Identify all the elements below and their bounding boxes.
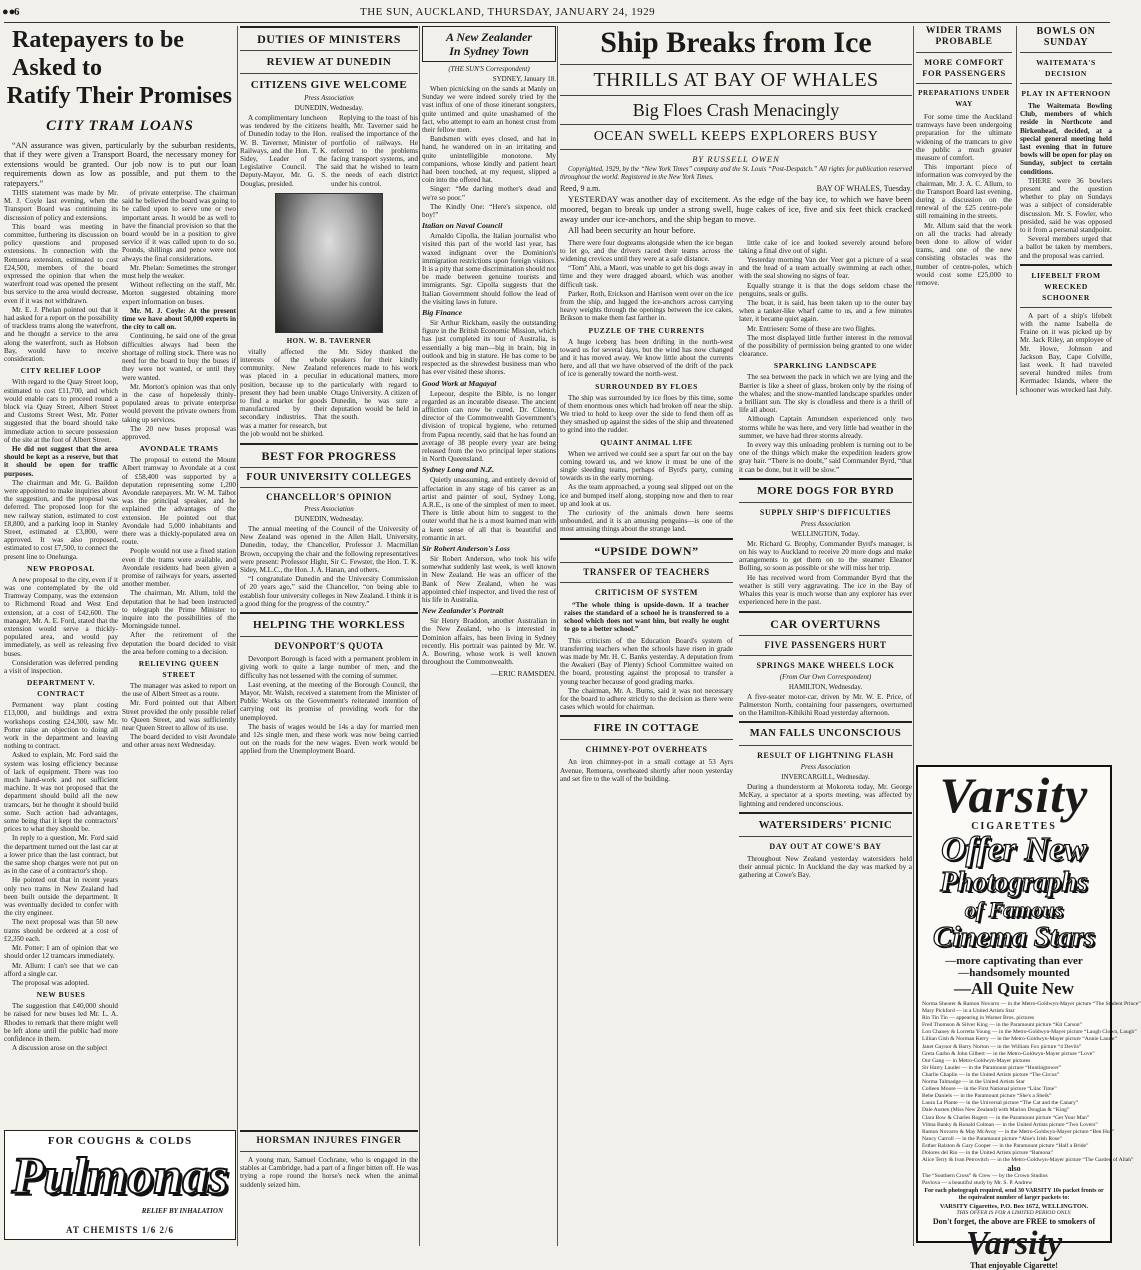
column-rule (419, 26, 420, 1246)
paragraph: Continuing, he said one of the great difficulties always had been the shortage of rolling stock. There was no need for the board to buy the buses if they were not wanted, or until they were wanted. (122, 332, 236, 382)
paragraph: Consideration was deferred pending a visit of inspection. (4, 658, 118, 675)
headline-main: Ship Breaks from Ice (600, 26, 872, 59)
masthead-bar (0, 6, 1114, 22)
rule (1020, 264, 1112, 266)
paragraph: Last evening, at the meeting of the Borough Council, the Mayor, Mr. Walsh, received a statement from the Minister of Public Works on the Government's reiterated intention of carrying out its promise of providing work for the unemployed. (240, 680, 418, 722)
masthead-line: THE SUN, AUCKLAND, THURSDAY, JANUARY 24, 1929 (360, 6, 656, 18)
star-list-item: Lillian Gish & Norman Kerry — in the Metro-Goldwyn-Mayer picture “Annie Laurie” (922, 1036, 1117, 1043)
varsity-cinema-stars: Cinema Stars (933, 921, 1095, 953)
paragraph: For some time the Auckland tramways have been undergoing preparation for the ultimate widening of the tramcars to give the public a much greater measure of comfort. (916, 113, 1012, 163)
lead-paragraph-2: All had been security an hour before. (568, 224, 696, 235)
paragraph: After the retirement of the deputation the board decided to visit the area before coming to a decision. (122, 631, 236, 656)
paragraph: Arnaldo Cipolla, the Italian journalist who visited this part of the world last year, has waxed indignant over the Dominion's immigration restrictions upon foreign visitors. It is a pity that some discrimination should not be made between genuine tourists and immigrants. Sgr. Cipolla suggests that the Italian Government should follow the lead of the visiting laws in future. (422, 232, 556, 306)
rule (560, 149, 912, 150)
paragraph: The board decided to visit Avondale and other areas next Wednesday. (122, 733, 236, 750)
section-subhead: Big Finance (422, 308, 463, 318)
column-new-zealander (422, 26, 556, 1246)
paragraph: The proposal to extend the Mount Albert tramway to Avondale at a cost of £58,400 was supported by a deputation representing some 1,200 Avondale ratepayers. Mr. W. M. Talbot was the principal speaker, and he explained the advantages of the extension. He pointed out that Avondale had 5,000 inhabitants and there was a thickly-populated area on route. (122, 456, 236, 547)
rule (560, 124, 912, 125)
press-association: Press Association (304, 505, 354, 514)
star-list-item: Norma Shearer & Ramon Novarro — in the Metro-Goldwyn-Mayer picture “The Student Prince” (922, 1001, 1141, 1007)
paragraph: Equally strange it is that the dogs seldom chase the penguins, seals or gulls. (739, 281, 912, 298)
star-list-item: Mary Pickford — in a United Artists Star (922, 1008, 1015, 1015)
paragraph: A five-seater motor-car, driven by Mr. W. E. Price, of Palmerston North, containing four passengers, overturned on the Hamilton-Kihikihi Road yesterday afternoon. (739, 692, 912, 717)
car-subhead-2: SPRINGS MAKE WHEELS LOCK (756, 660, 895, 670)
rule (739, 635, 912, 636)
paragraph: The 20 new buses proposal was approved. (122, 424, 236, 441)
masthead-dots: ●● (2, 6, 16, 18)
paragraph: During a thunderstorm at Mokoreta today, Mr. George McKay, a spectator at a sports meeting, was affected by lightning and rendered unconscious. (739, 783, 912, 808)
paragraph: THIS statement was made by Mr. M. J. Coyle last evening, when the Transport Board was continuing its discussion of policy and extensions. (4, 189, 118, 222)
paragraph: The chairman, Mr. Allum, told the deputation that he had been instructed to telegraph the Prime Minister to inquire into the possibilities of the Morningside tunnel. (122, 589, 236, 631)
star-list-item: Norma Talmadge — in the United Artists Star (922, 1079, 1025, 1086)
paragraph: The manager was asked to report on the use of Albert Street as a route. (122, 682, 236, 699)
paragraph: The proposal was adopted. (12, 978, 90, 987)
rule (240, 1130, 418, 1132)
varsity-photographs: Photographs (940, 867, 1088, 898)
photo-caption: HON. W. B. TAVERNER (286, 336, 372, 345)
rule (560, 95, 912, 96)
varsity-tag1: —more captivating than ever (945, 955, 1083, 967)
paragraph: He pointed out that in recent years only two trams in New Zealand had been built outside the department. It was eventually decided to confer with the city engineer. (4, 876, 118, 918)
dateline-place: BAY OF WHALES, Tuesday. (816, 184, 912, 194)
star-list-item: Dale Austen (Miss New Zealand) with Marion Douglas & “King” (922, 1107, 1070, 1114)
section-subhead: Sir Robert Anderson's Loss (422, 543, 510, 553)
dateline: SYDNEY, January 18. (492, 75, 556, 83)
signature: —ERIC RAMSDEN. (490, 669, 556, 679)
pulmonas-price: AT CHEMISTS 1/6 2/6 (66, 1225, 174, 1235)
lifebelt-title: LIFEBELT FROM WRECKED SCHOONER (1031, 270, 1101, 302)
rule (739, 836, 912, 837)
byline: BY RUSSELL OWEN (692, 154, 780, 164)
car-subhead: FIVE PASSENGERS HURT (764, 639, 887, 650)
extra-item: The “Southern Cross” & Crew — by the Crown Studios (922, 1173, 1048, 1180)
duties-subhead-2: CITIZENS GIVE WELCOME (250, 79, 408, 91)
varsity-also: also (1007, 1164, 1021, 1174)
paragraph: In reply to a question, Mr. Ford said the department turned out the last car at a lower price than the last contract, but the same shop charges were not put on as in the case of a contractor's shop. (4, 834, 118, 876)
varsity-ad (916, 765, 1141, 1270)
zealander-title-line1: A New Zealander (446, 30, 532, 44)
duties-title: DUTIES OF MINISTERS (257, 32, 401, 46)
paragraph: A discussion arose on the subject (12, 1044, 108, 1053)
subcolumn-left (560, 239, 733, 881)
rule (240, 636, 418, 637)
horsman-title: HORSMAN INJURES FINGER (256, 1136, 402, 1146)
paragraph: When we arrived we could see a spurt far out on the bay coming toward us, and we know it must be one of the single sleeding teams, perhaps of Byrd's party, coming towards us in the early morning. (560, 449, 733, 483)
paragraph: With regard to the Quay Street loop, estimated to cost £11,700, and which would enable cars to proceed round a block via Quay Street, Albert Street and Customs Street West, Mr. Potter suggested that the board should take immediate action to secure possession of the site at the foot of Albert Street. (4, 378, 118, 444)
bowls-article (1016, 26, 1112, 395)
section-subhead: Sydney Long and N.Z. (422, 465, 495, 475)
rule (739, 502, 912, 503)
paragraph: The chairman, Mr. A. Burns, said it was not necessary for the board to adhere strictly to the decision as there were cases which would for chairman. (560, 686, 733, 712)
paragraph: “I congratulate Dunedin and the University Commission of 20 years ago,” said the Chancellor, “on being able to establish four university colleges in New Zealand. I think it is a good thing for the progress of the country.” (240, 575, 418, 608)
bowls-subhead-2: PLAY IN AFTERNOON (1021, 89, 1111, 98)
paragraph: As the team approached, a young seal slipped out on the ice and bumped itself along, stopping now and then to rear up and look at us. (560, 483, 733, 508)
correspondent-credit: (From Our Own Correspondent) (779, 672, 872, 681)
paragraph: Mr. Ford pointed out that Albert Street provided the only possible relief to Queen Street, and was sufficiently near Queen Street to allow of its use. (122, 699, 236, 733)
star-list-item: Lon Chaney & Lorretta Young — in the Metro-Goldwyn-Mayer picture “Laugh Clown, Laugh” (922, 1029, 1137, 1036)
paragraph: Yesterday morning Van der Veer got a picture of a seal and the head of a team actually swimming at each other, with the seal showing no signs of fear. (739, 256, 912, 281)
paragraph: Lepeour, despite the Bible, is no longer regarded as an incurable disease. The ancient affliction can now be cured. Dr. Cilento, director of the Commonwealth Government's division of tropical hygiene, who returned from Papua recently, said that he has found an average of 38 people every year are being released from the two principal leper stations in North Queensland. (422, 389, 556, 464)
varsity-limited: THIS OFFER IS FOR A LIMITED PERIOD ONLY. (956, 1210, 1072, 1217)
star-list-item: Janet Gaynor & Barry Norton — in the William Fox picture “4 Devils” (922, 1043, 1082, 1050)
headline-3: Big Floes Crash Menacingly (632, 100, 840, 120)
helping-subhead: DEVONPORT'S QUOTA (274, 641, 384, 652)
article-title-line2: Ratify Their Promises (6, 83, 232, 109)
section-subhead: Italian on Naval Council (422, 221, 503, 231)
section-subhead: CITY RELIEF LOOP (20, 366, 102, 376)
star-list-item: Fred Thomson & Silver King — in the Paramount picture “Kit Carson” (922, 1022, 1083, 1029)
paragraph: Parker, Roth, Erickson and Harrison went over on the ice from the ship, and lugged the ice-anchors across carrying heavy weights through the openings between the ice cakes, Brikson to make them fast farther in. (560, 289, 733, 323)
lead-paragraph: YESTERDAY was another day of excitement. As the edge of the bay ice, to which we have been moored, began to break up under a strong swell, huge cakes of ice, five and six feet thick cracked away under our ice-anchors, and the ship began to move. (560, 194, 912, 224)
star-list (918, 1001, 1141, 1164)
rule (1020, 83, 1112, 84)
emphasis-paragraph: Mr. M. J. Coyle: At the present time we have about 50,000 experts in the city to call on. (122, 306, 236, 332)
rule (560, 582, 733, 583)
rule (240, 73, 418, 74)
rule (560, 64, 912, 65)
pulmonas-tagline: RELIEF BY INHALATION (141, 1207, 223, 1215)
correspondent-credit: (THE SUN'S Correspondent) (448, 65, 530, 73)
paragraph: The Kindly One: “Here's sixpence, old boy!” (422, 202, 556, 220)
paragraph: “Tom” Ahi, a Maori, was unable to get his dogs away in time and they were dragged aboard, which was another difficult task. (560, 264, 733, 289)
paragraph: A part of a ship's lifebelt with the name Isabella de Fraine on it was picked up by Mr. Jack Riley, an employee of Mr. Howe, Johnson and Jackson Bay, Cape Colville, last week. It had traveled several hundred miles from Kermadec Islands, where the schooner was wrecked last July. (1020, 311, 1112, 394)
varsity-tag3: —All Quite New (954, 979, 1074, 998)
paragraph: Although Captain Amundsen experienced only two storms while he was here, and very little bad weather in the summer, we have had three storms already. (739, 415, 912, 440)
dateline: WELLINGTON, Today. (791, 529, 860, 538)
extra-list (918, 1173, 1110, 1187)
section-subhead: QUAINT ANIMAL LIFE (600, 437, 693, 447)
paragraph: Without reflecting on the staff, Mr. Morton suggested obtaining more expert information on buses. (122, 281, 236, 306)
star-list-item: Bebe Daniels — in the Paramount picture “She's a Sheik” (922, 1093, 1052, 1100)
paragraph: Mr. Morton's opinion was that only in the case of hopelessly thinly-populated areas to private enterprise would prevent the private owners from taking up services. (122, 382, 236, 424)
varsity-offer-text: For each photograph required, send 30 VARSITY 10s packet fronts or the equivalent number of larger packets to: (924, 1188, 1104, 1202)
star-list-item: Charlie Chaplin — in the United Artists picture “The Circus” (922, 1071, 1060, 1078)
helping-title: HELPING THE WORKLESS (252, 619, 406, 632)
star-list-item: Esther Ralston & Gary Cooper — in the Paramount picture “Half a Bride” (922, 1142, 1089, 1149)
section-subhead: NEW PROPOSAL (27, 563, 95, 573)
paragraph: The suggestion that £40,000 should be raised for new buses led Mr. L. A. Rhodes to remark that there might well be left alone until the public had more confidence in them. (4, 1002, 118, 1043)
rule (916, 52, 1012, 53)
paragraph: The ship was surrounded by ice floes by this time, some of them enormous ones which had broken off near the ship. We tried to hold to keep over the side to fend them off as they smashed up against the sides of the ship and threatened to grind into the rudder. (560, 393, 733, 435)
subcolumn-right (739, 239, 912, 881)
progress-subhead-2: CHANCELLOR'S OPINION (266, 492, 392, 503)
paragraph: Mr. Sidey thanked the speakers for their kindly references made to his work in educational matters, more particularly with regard to Otago University. A citizen of Dunedin, he was sure a deputation would be held in the south. (331, 347, 418, 422)
star-list-item: Greta Garbo & John Gilbert — in the Metro-Goldwyn-Mayer picture “Love” (922, 1050, 1095, 1057)
rule (560, 562, 733, 563)
trams-title: WIDER TRAMS PROBABLE (925, 26, 1003, 47)
headline-2: THRILLS AT BAY OF WHALES (593, 69, 879, 91)
zealander-title-line2: In Sydney Town (449, 44, 529, 58)
paragraph: little cake of ice and looked severely around before taking a final dive out of sight. (739, 238, 912, 255)
paragraph: A young man, Samuel Cochrane, who is engaged in the stables at Cambridge, had a part of a finger bitten off. He was trying a rope round the horse's neck when the animal suddenly seized him. (240, 1156, 418, 1189)
bowls-subhead: WAITEMATA'S DECISION (1036, 58, 1096, 78)
section-subhead: AVONDALE TRAMS (139, 444, 219, 454)
paragraph: The next proposal was that 50 new trams should be ordered at a cost of £2,350 each. (4, 918, 118, 943)
rule (240, 1151, 418, 1152)
rule (240, 467, 418, 468)
paragraph: Mr. Richard G. Brophy, Commander Byrd's manager, is on his way to Auckland to receive 20 more dogs and make arrangements to get them on to the steamer Eleanor Bolling, so soon as possible or she will miss her trip. (739, 539, 912, 573)
subcolumn-left (4, 189, 118, 1053)
dogs-title: MORE DOGS FOR BYRD (756, 484, 895, 497)
section-subhead: Good Work at Magayal (422, 378, 497, 388)
paragraph: The boat, it is said, has been taken up to the outer bay when a tanker-like wharf came to us, and a few minutes later, it became quiet again. (739, 299, 912, 324)
horsman-article (240, 1130, 418, 1242)
paragraph: Mr. E. J. Phelan pointed out that it had asked for a report on the possibility of trackless trams along the waterfront, and he thought a service to the area along the waterfront, such as Hobson Bay, would have to receive consideration. (4, 305, 118, 364)
subcolumn-right (122, 189, 236, 1053)
rule (240, 443, 418, 445)
rule (240, 50, 418, 51)
paragraph: In every way this unloading problem is turning out to be one of the things which make the expedition leaders grow gray hair. “There is no doubt,” said Commander Byrd, “that it can be done, but it will be slow.” (739, 441, 912, 474)
paragraph: Mr. Potter: I am of opinion that we should order 12 tramcars immediately. (4, 944, 118, 961)
upside-subhead-2: CRITICISM OF SYSTEM (594, 587, 699, 597)
paragraph: Mr. Entriesen: Some of these are two flights. (747, 324, 876, 333)
progress-title: BEST FOR PROGRESS (261, 449, 397, 464)
rule (560, 538, 733, 540)
paragraph: The basis of wages would be 14s a day for married men and 12s single men, and these work was now being carried out on the roads for the new wages. Even work would be applied from the Unemployment Board. (240, 722, 418, 756)
section-subhead: DEPARTMENT V. CONTRACT (26, 678, 96, 699)
varsity-cigarettes: CIGARETTES (971, 821, 1057, 832)
paragraph: This board was meeting in committee, furthering its discussion on policy questions and proposed extensions. In connection with the Remuera extension, estimated to cost £24,500, members of the board expressed the opinion that when the waterfront road was opened the present bus service to the area would decrease, even if it was not withdrawn. (4, 222, 118, 305)
paragraph: The most displayed little further interest in the removal of the possibility of permission being granted to one wider clearance. (739, 333, 912, 359)
paragraph: Sir Robert Anderson, who took his wife somewhat suddenly last week, is well known in New Zealand. He was an officer of the Bank of New Zealand, when he was appointed chief inspector, and lived the rest of his life in Australia. (422, 554, 556, 604)
star-list-item: Sir Harry Lauder — in the Paramount picture “Huntingtower” (922, 1064, 1062, 1071)
paragraph: THERE were 36 bowlers present and the question whether to play on Sundays was a subject of considerable discussion. Mr. S. Fowler, who presided, said he was opposed to it from a personal standpoint. (1020, 176, 1112, 235)
paragraph: Quietly unassuming, and entirely devoid of affectation in any stage of his career as an artist and painter of soul, Sydney Long, A.R.E., is one of the simplest of men to meet. There is little about him to suggest to the outer world that he is a most learned man with a keen sense of all that is beautiful and romantic in art. (422, 476, 556, 542)
paragraph: There were four dogteams alongside when the ice began to let go, and the drivers raced their teams across the widening crevices until they were at a safe distance. (560, 238, 733, 263)
rule (739, 812, 912, 814)
star-list-item: Laura La Plante — in the Universal picture “The Cat and the Canary” (922, 1100, 1079, 1107)
star-list-item: Rin Tin Tin — appearing in Warner Bros. pictures (922, 1015, 1035, 1022)
rule (739, 745, 912, 746)
varsity-of-famous: of Famous (964, 897, 1064, 922)
duties-subhead: REVIEW AT DUNEDIN (266, 56, 392, 68)
paragraph: Devonport Borough is faced with a permanent problem in giving work to quite a large number of men, and the difficulty has not lessened with the coming of summer. (240, 655, 418, 680)
star-list-item: Colleen Moore — in the First National picture “Lilac Time” (922, 1086, 1057, 1093)
column-ministers (240, 26, 418, 1246)
star-list-item: Vilma Banky & Ronald Colman — in the United Artists picture “Two Lovers” (922, 1121, 1098, 1128)
column-ratepayers (4, 26, 236, 1246)
varsity-brand-bottom: Varsity (965, 1225, 1063, 1263)
press-association: Press Association (800, 763, 851, 772)
paragraph: Sir Henry Braddon, another Australian in the New Zealand, who is interested in Dominion affairs, has been living in Sydney recently. His portrait was painted by Mr. W. A. Bowring, whose work is well known throughout the Commonwealth. (422, 617, 556, 667)
rule (739, 655, 912, 656)
section-subhead: RELIEVING QUEEN STREET (138, 659, 220, 679)
star-list-item: Dolores del Rio — in the United Artists picture “Ramona” (922, 1149, 1053, 1156)
emphasis-paragraph: He did not suggest that the area should be kept as a reserve, but that it should be open for traffic purposes. (4, 444, 118, 478)
zealander-title-box (422, 26, 556, 62)
varsity-slogan: That enjoyable Cigarette! (970, 1261, 1058, 1270)
varsity-brand-top: Varsity (939, 767, 1089, 823)
pulmonas-ad (4, 1130, 236, 1240)
paragraph: This criticism of the Education Board's system of transferring teachers when the schools have risen in grade was made by Mr. H. C. Banks yesterday. A deputation from the Awakeri (Bay of Plenty) School Committee waited on the board, protesting against the proposal to transfer a young teacher because of good grading marks. (560, 636, 733, 686)
copyright-note: Copyrighted, 1929, by the “New York Times” company and the St. Louis “Post-Despatch.” All rights for publication reserved throughout the world. Registered in the New York Times. (560, 166, 912, 182)
varsity-forget: Don't forget, the above are FREE to smokers of (932, 1217, 1096, 1227)
man-title: MAN FALLS UNCONSCIOUS (749, 728, 902, 740)
paragraph: People would not use a fixed station even if the trams were available, and Avondale residents had been given a promise of railways for years, asserted another member. (122, 547, 236, 589)
pulmonas-brand: Pulmonas (11, 1148, 229, 1205)
top-rule (4, 22, 1110, 23)
section-subhead: SPARKLING LANDSCAPE (773, 361, 878, 371)
rule (739, 478, 912, 480)
paragraph: Sir Arthur Rickham, easily the outstanding figure in the British Economic Mission, which has just completed its tour of Australia, is essentially a big man—big in brain, big in outlook and big in stature. He has come to be respected as the shrewdest business man who has ever visited these shores. (422, 319, 556, 377)
paragraph: Permanent way plant costing £13,000, and buildings and extra workshops costing £24,300, saw Mr. Potter raise an objection to doing all work in the department and leaving nothing to contract. (4, 701, 118, 751)
paragraph: Several members urged that a ballot be taken by members, and the proposal was carried. (1020, 235, 1112, 260)
car-title: CAR OVERTURNS (770, 616, 881, 631)
dateline: DUNEDIN, Wednesday. (294, 104, 364, 112)
paragraph: A complimentary luncheon was tendered by the citizens of Dunedin today to the Hon. W. B. Taverner, Minister of Railways, and the Hon. T. K. Sidey, Leader of the Legislative Council. The Deputy-Mayor, Mr. G. S. Douglas, presided. (240, 114, 327, 188)
column-rule (237, 26, 238, 1246)
paragraph: Mr. Allum: I can't see that we can afford a single car. (4, 961, 118, 978)
paragraph: This important piece of information was conveyed by the chairman, Mr. J. A. C. Allum, to the Transport Board last evening, during a discussion on the renewal of the £25 centre-pole still remaining in the streets. (916, 163, 1012, 221)
star-list-item: Ramon Novarro & May McAvoy — in the Metro-Goldwyn-Mayer picture “Ben Hur” (922, 1128, 1115, 1135)
paragraph: of private enterprise. The chairman said he believed the board was going to be called upon to serve one or two important areas. It would be as well to have the financial provision so that the board would be in a position to give service if it was called upon to do so. Pounds, shillings and pence were not always the final considerations. (122, 189, 236, 263)
paragraph: The curiosity of the animals down here seems unbounded, and it is an amusing penguins—is one of the most amusing things about the strange land. (560, 509, 733, 534)
paragraph: The sea between the pack in which we are lying and the Barrier is like a sheet of glass, broken only by the rising of the whales; and the snow-mantled landscape sparkles under a brilliant sun. The sky is cloudless and there is a thrill of life all about. (739, 373, 912, 415)
rule (240, 26, 418, 28)
rule (240, 487, 418, 488)
column-rule (913, 26, 914, 1246)
star-list-item: Clara Bow & Charles Rogers — in the Paramount picture “Get Your Man” (922, 1114, 1090, 1121)
section-subhead: New Zealander's Portrait (422, 606, 504, 616)
page-number: 6 (14, 6, 20, 18)
progress-subhead: FOUR UNIVERSITY COLLEGES (246, 472, 412, 484)
rule (560, 739, 733, 740)
rule (739, 611, 912, 613)
rule (739, 721, 912, 723)
dateline: DUNEDIN, Wednesday. (294, 515, 364, 524)
paragraph: Replying to the toast of his health, Mr. Taverner said he realised the importance of the portfolio of railways. He referred to the problems facing transport systems, and said that he wished to learn the needs of each district under his control. (331, 114, 418, 188)
bowls-title: BOWLS ON SUNDAY (1036, 26, 1096, 48)
portrait-photo (275, 193, 383, 333)
paragraph: Mr. Allum said that the work on all the tracks had already been done to allow of wider trams, and one of the new consisting obstacles was the number of centre-poles, which would cost some £25,000 to remove. (916, 221, 1012, 288)
press-association: Press Association (304, 94, 354, 102)
pull-quote: “The whole thing is upside-down. If a teacher raises the standard of a school he is transferred to a school which does not want him, but really he ought to go to a better school.” (564, 600, 729, 634)
dateline: HAMILTON, Wednesday. (788, 682, 863, 691)
water-subhead: DAY OUT AT COWE'S BAY (769, 841, 882, 851)
rule (1020, 307, 1112, 308)
paragraph: The Waitemata Bowling Club, members of which reside in Northcote and Birkenhead, decided, at a special general meeting held last evening that in future bowls will be open for play on Sunday, subject to certain conditions. (1020, 102, 1112, 176)
column-ship-ice (560, 26, 912, 1246)
section-subhead: SURROUNDED BY FLOES (595, 381, 698, 391)
varsity-offer-new: Offer New (941, 831, 1087, 868)
rule (560, 715, 733, 717)
fire-title: FIRE IN COTTAGE (593, 722, 700, 735)
trams-subhead-2: PREPARATIONS UNDER WAY (918, 89, 1010, 108)
upside-subhead: TRANSFER OF TEACHERS (583, 566, 710, 577)
pulmonas-top-line: FOR COUGHS & COLDS (47, 1135, 193, 1147)
dogs-subhead: SUPPLY SHIP'S DIFFICULTIES (759, 507, 892, 517)
column-right (916, 26, 1112, 762)
varsity-address: VARSITY Cigarettes, P.O. Box 1672, WELLINGTON. (939, 1203, 1089, 1211)
paragraph: Singer: “Me darling mother's dead and we're so poor.” (422, 185, 556, 202)
extra-item: Pavlova — a beautiful study by Mr. S. P. Andrew (922, 1180, 1033, 1187)
fire-subhead: CHIMNEY-POT OVERHEATS (585, 745, 708, 755)
paragraph: He has received word from Commander Byrd that the weather is still very aggravating. The ice in the Bay of Whales this year is much worse than any explorer has ever experienced here in the past. (739, 573, 912, 607)
paragraph: Bandsmen with eyes closed, and hat in hand, he wandered on in an irritating and quite unintelligible monotone. My companions, whose kindly and patient heart had been touched, at my request, slipped a coin into the offered hat. (422, 135, 556, 185)
paragraph: Throughout New Zealand yesterday watersiders held their annual picnic. In Auckland the day was marked by a gathering at Cowe's Bay. (739, 854, 912, 880)
column-rule (557, 26, 558, 1246)
paragraph: Asked to explain, Mr. Ford said the system was losing efficiency because of lack of equipment. There was too much hand-work and not sufficient machine. It was not proposed that the department should build all the new tramcars, but he thought it should build some. Such action had advantages, some being that it kept the contractors' prices to what they should be. (4, 751, 118, 834)
paragraph: A new proposal to the city, even if it was one contemplated by the old Tramway Company, was the extension to Richmond Road and West End extension, at a cost of £42,600. The manager, Mr. A. E. Ford, stated that the extension would serve a thickly-populated area, and would pay immediately, as well as releasing five buses. (4, 575, 118, 658)
rule (1020, 52, 1112, 53)
paragraph: The chairman and Mr. G. Baildon were appointed to make inquiries about the suggestion, and the proposal was deferred. The proposed loop for the new railway station, estimated to cost £8,800, and a parking loop in Stanley Street, estimated at £3,800, were approved. It was also proposed, estimated to cost £7,500, to connect the present line to Onehunga. (4, 478, 118, 561)
water-title: WATERSIDERS' PICNIC (758, 818, 893, 831)
rule (240, 612, 418, 614)
article-subhead: CITY TRAM LOANS (46, 118, 194, 134)
paragraph: When picnicking on the sands at Manly on Sunday we were indeed sorely tried by the vast influx of one of those itinerant songsters, quite untimed and quite unashamed of the fact, who attempt to earn an honest crust from their fellow men. (422, 85, 556, 135)
trams-article (916, 26, 1012, 395)
paragraph: A huge iceberg has been drifting in the north-west toward us for several days, but the wind has now changed and it has moved away. We know little about the currents here, and all that we have observed of the drift of the pack of ice is generally toward the north-west. (560, 337, 733, 379)
lead-paragraph: “AN assurance was given, particularly by the suburban residents, that if they were given a Transport Board, the necessary money for extensions would be granted. Our job now is to put our loan requirements down as low as possible, and put them to the ratepayers.” (4, 141, 236, 188)
paragraph: The annual meeting of the Council of the University of New Zealand was opened in the Allen Hall, University, Dunedin, today, the Chancellor, Professor J. Macmillan Brown, occupying the chair and the following representatives were present: Professor Hight, Sir C. Fewster, the Hon. T. K. Sidey, M.L.C., the Hon. J. A. Hanan, and others. (240, 525, 418, 575)
dateline-time: Reed, 9 a.m. (560, 184, 601, 194)
paragraph: An iron chimney-pot in a small cottage at 53 Ayrs Avenue, Remuera, overheated shortly after noon yesterday and set fire to the wall of the building. (560, 758, 733, 783)
section-subhead: PUZZLE OF THE CURRENTS (588, 325, 705, 335)
dateline: INVERCARGILL, Wednesday. (781, 773, 870, 782)
rule (916, 83, 1012, 84)
press-association: Press Association (800, 519, 851, 528)
paragraph: vitally affected the interests of the whole community. New Zealand was placed in a peculiar position, because up to the present they had been unable to find a market for goods manufactured by their secondary industries. That was a matter for research, but the job would not be shirked. (240, 347, 327, 438)
star-list-item: Nancy Carroll — in the Paramount picture “Abie's Irish Rose” (922, 1135, 1063, 1142)
trams-subhead: MORE COMFORT FOR PASSENGERS (922, 57, 1006, 78)
upside-title: “UPSIDE DOWN” (594, 543, 699, 558)
paragraph: Mr. Phelan: Sometimes the stronger must help the weaker. (122, 263, 236, 281)
varsity-tag2: —handsomely mounted (958, 967, 1070, 979)
star-list-item: Our Gang — in Metro-Goldwyn-Mayer pictures (922, 1057, 1031, 1064)
star-list-item: Alice Terry & Ivan Petrovitch — in the Metro-Goldwyn-Mayer picture “The Garden of Allah” (922, 1157, 1134, 1164)
section-subhead: NEW BUSES (36, 990, 86, 1000)
article-title-line1: Ratepayers to be Asked to (12, 27, 184, 81)
headline-4: OCEAN SWELL KEEPS EXPLORERS BUSY (593, 129, 879, 144)
man-subhead: RESULT OF LIGHTNING FLASH (757, 751, 894, 761)
